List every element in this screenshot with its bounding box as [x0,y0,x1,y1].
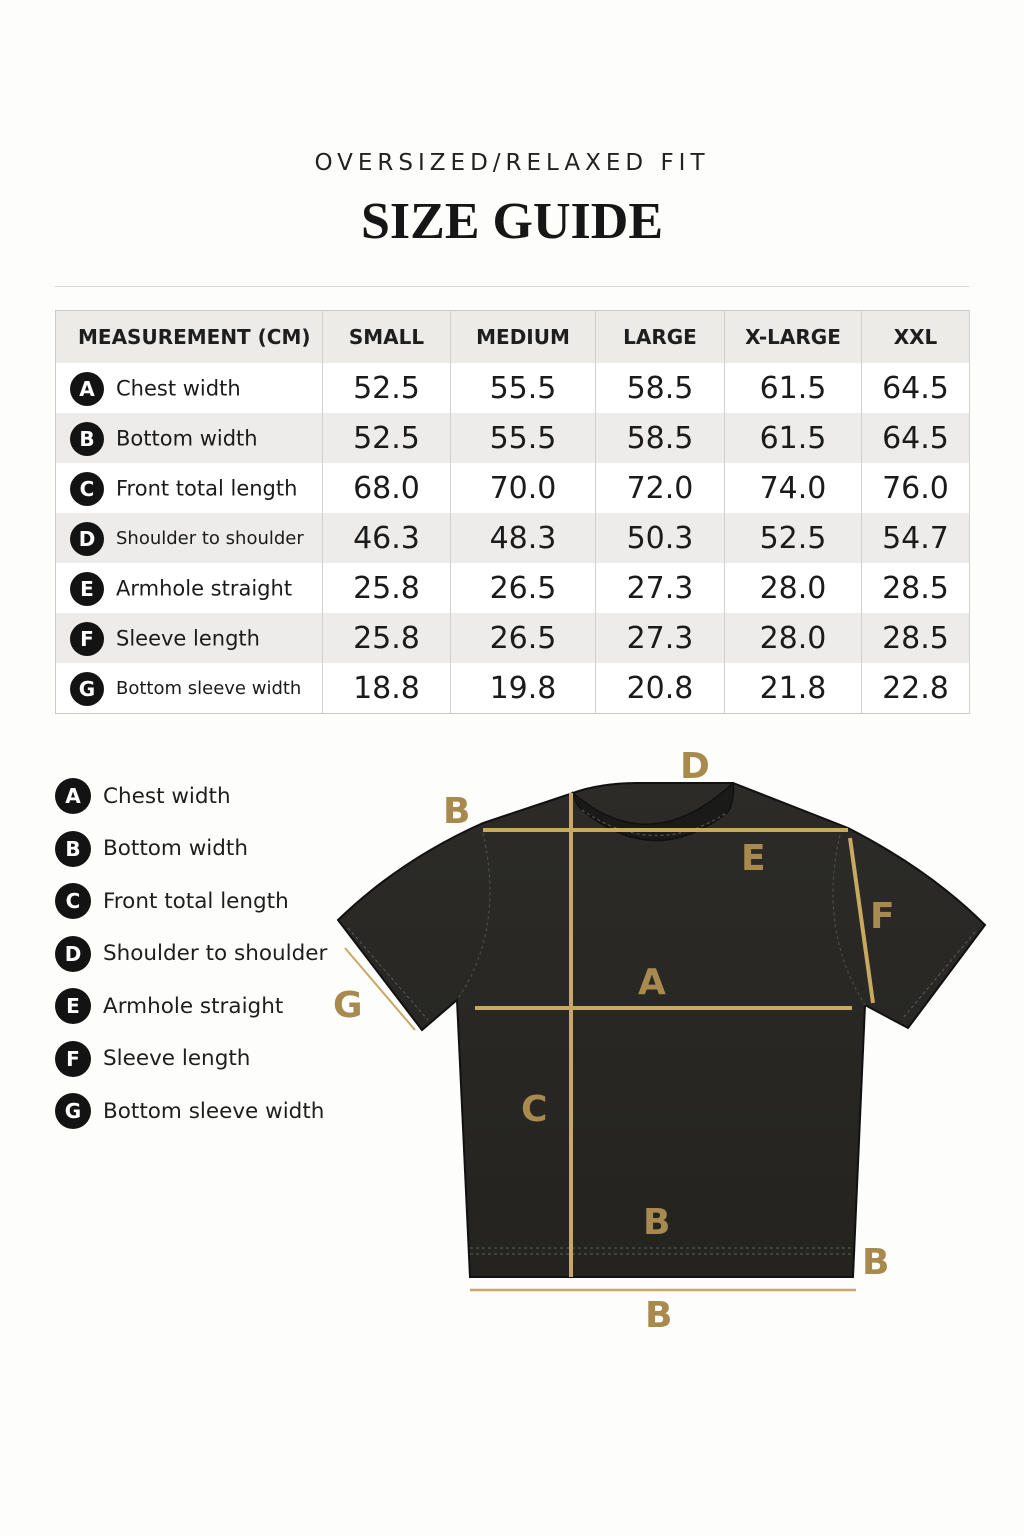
label-a: A [638,962,666,1003]
table-cell: 26.5 [451,563,596,613]
letter-badge: F [70,622,104,656]
table-cell: 64.5 [862,413,970,463]
legend-label: Front total length [103,888,289,914]
letter-badge: C [70,472,104,506]
measurement-name: Armhole straight [116,576,293,601]
label-b-top: B [443,791,471,832]
table-cell: 70.0 [451,463,596,513]
table-cell: 74.0 [725,463,862,513]
label-e: E [741,838,766,879]
column-header: MEDIUM [451,311,596,364]
table-cell: 28.5 [862,563,970,613]
table-cell: 25.8 [323,563,451,613]
column-header: MEASUREMENT (CM) [56,311,323,364]
table-cell: 28.5 [862,613,970,663]
letter-badge: D [70,522,104,556]
table-cell: 55.5 [451,363,596,413]
legend-label: Chest width [103,783,231,809]
table-cell: 52.5 [725,513,862,563]
table-cell: 50.3 [596,513,725,563]
letter-badge: E [55,988,91,1024]
table-cell: 48.3 [451,513,596,563]
table-cell: 68.0 [323,463,451,513]
letter-badge: D [55,936,91,972]
table-cell: 28.0 [725,613,862,663]
table-cell: 18.8 [323,663,451,714]
label-d: D [680,746,710,787]
table-cell: 54.7 [862,513,970,563]
label-g: G [333,985,363,1026]
legend-label: Armhole straight [103,993,284,1019]
measurement-name: Front total length [116,476,298,501]
label-b-right: B [862,1242,890,1283]
table-cell: 21.8 [725,663,862,714]
table-cell: 72.0 [596,463,725,513]
column-header: SMALL [323,311,451,364]
letter-badge: A [70,372,104,406]
measurement-name: Chest width [116,376,241,401]
table-cell: 19.8 [451,663,596,714]
label-f: F [870,896,895,937]
table-cell: 58.5 [596,363,725,413]
table-cell: 55.5 [451,413,596,463]
page-subtitle: OVERSIZED/RELAXED FIT [314,150,710,176]
column-header: LARGE [596,311,725,364]
table-cell: 27.3 [596,563,725,613]
label-b-bottom: B [645,1295,673,1336]
legend-label: Sleeve length [103,1046,251,1072]
column-header: X-LARGE [725,311,862,364]
legend-label: Bottom width [103,836,248,862]
table-cell: 61.5 [725,413,862,463]
letter-badge: C [55,883,91,919]
legend-label: Shoulder to shoulder [103,941,328,967]
table-cell: 52.5 [323,413,451,463]
table-cell: 28.0 [725,563,862,613]
column-header: XXL [862,311,970,364]
letter-badge: G [70,672,104,706]
letter-badge: G [55,1093,91,1129]
letter-badge: F [55,1041,91,1077]
letter-badge: E [70,572,104,606]
table-cell: 25.8 [323,613,451,663]
table-cell: 64.5 [862,363,970,413]
label-b-hem: B [643,1202,671,1243]
letter-badge: B [70,422,104,456]
table-cell: 58.5 [596,413,725,463]
letter-badge: B [55,831,91,867]
table-cell: 22.8 [862,663,970,714]
letter-badge: A [55,778,91,814]
measurement-name: Bottom sleeve width [116,678,302,700]
measurement-name: Bottom width [116,426,258,451]
label-c: C [521,1089,548,1130]
table-cell: 61.5 [725,363,862,413]
table-cell: 27.3 [596,613,725,663]
table-cell: 52.5 [323,363,451,413]
table-cell: 76.0 [862,463,970,513]
page-title: SIZE GUIDE [361,193,663,250]
legend-label: Bottom sleeve width [103,1098,325,1124]
table-cell: 26.5 [451,613,596,663]
measurement-name: Shoulder to shoulder [116,528,304,550]
table-cell: 20.8 [596,663,725,714]
table-cell: 46.3 [323,513,451,563]
measurement-name: Sleeve length [116,626,260,651]
